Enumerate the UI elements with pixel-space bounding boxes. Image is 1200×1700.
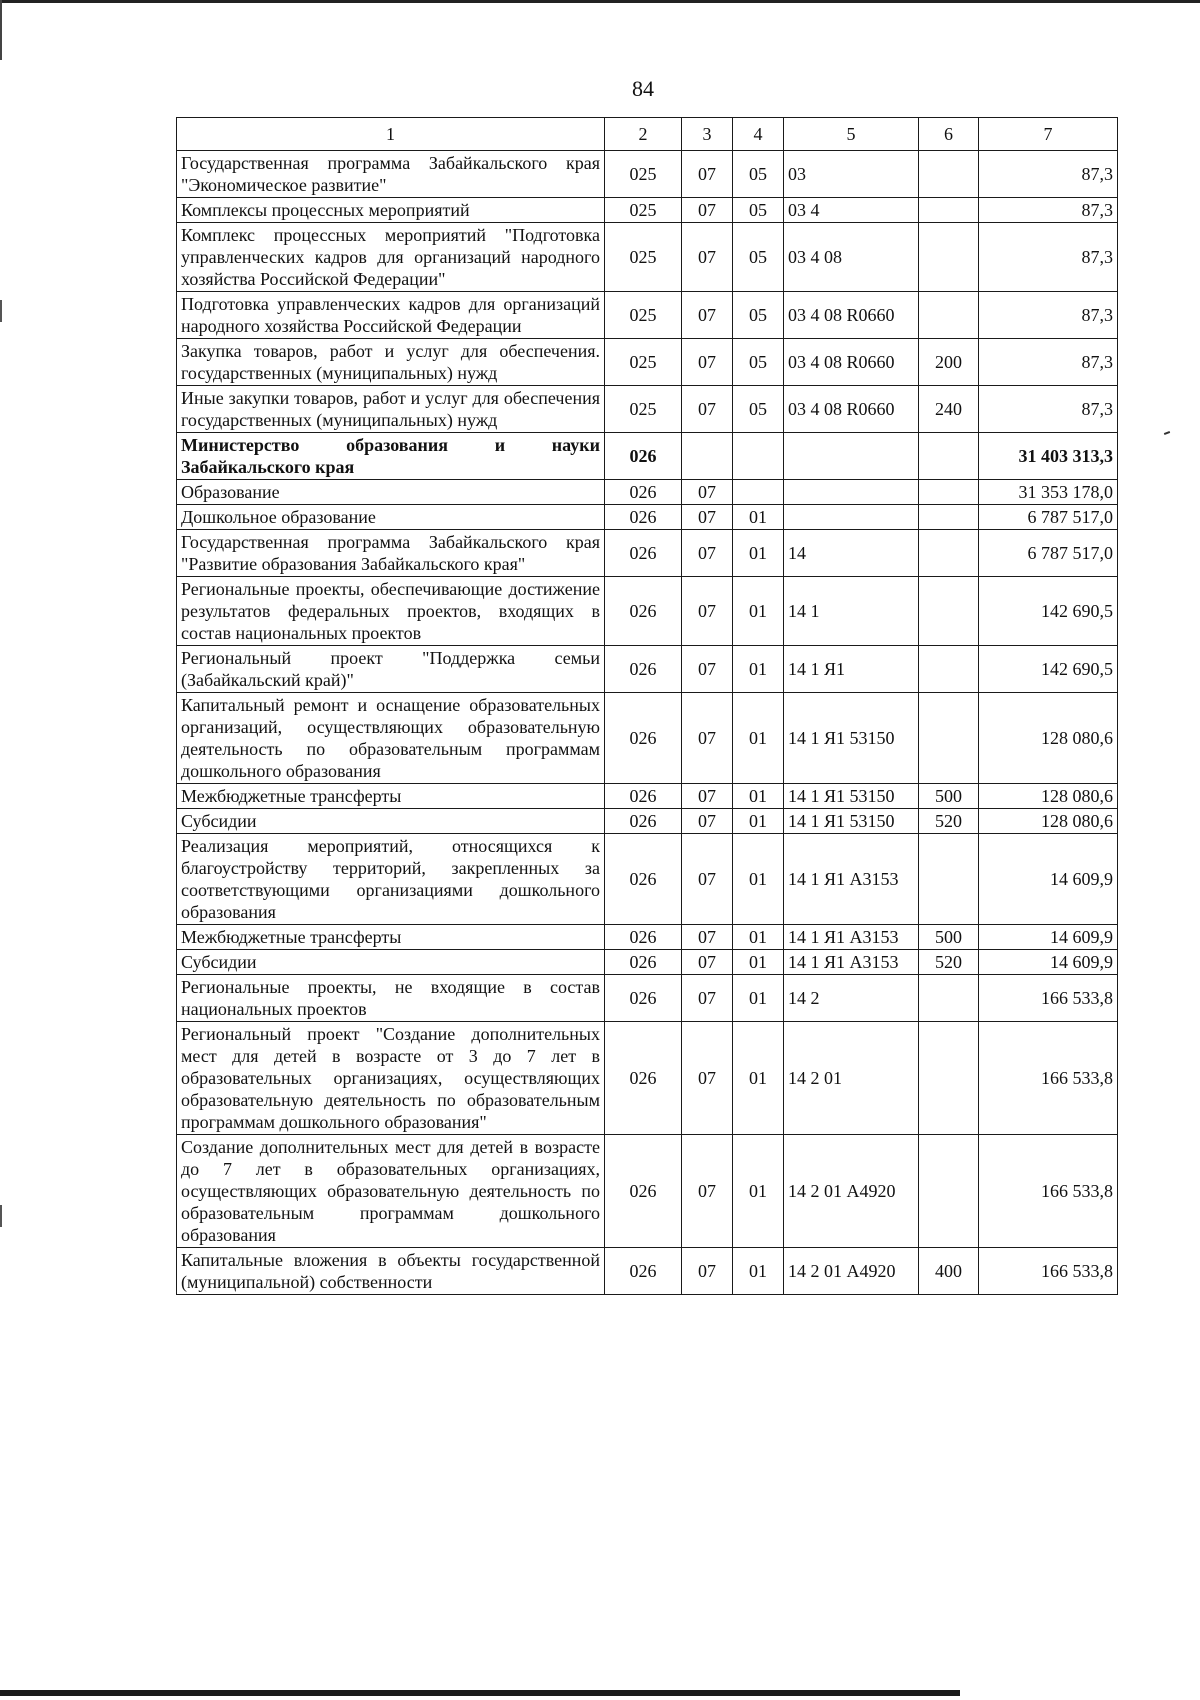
- table-row: [177, 577, 1118, 646]
- cell-ministry-code: 026: [605, 1248, 682, 1295]
- cell-expense-type: 240: [919, 386, 979, 433]
- cell-subsection: 05: [733, 151, 784, 198]
- cell-expense-type: 200: [919, 339, 979, 386]
- cell-ministry-code: 025: [605, 198, 682, 223]
- cell-target-article: 14 2 01 А4920: [784, 1135, 919, 1248]
- cell-target-article: 14 2: [784, 975, 919, 1022]
- cell-target-article: 14 1 Я1 А3153: [784, 925, 919, 950]
- budget-table: [176, 117, 1118, 1295]
- cell-amount: 166 533,8: [979, 1135, 1118, 1248]
- cell-amount: 31 403 313,3: [979, 433, 1118, 480]
- cell-amount: 142 690,5: [979, 577, 1118, 646]
- cell-ministry-code: 025: [605, 386, 682, 433]
- cell-section: 07: [682, 198, 733, 223]
- cell-expense-type: [919, 646, 979, 693]
- cell-ministry-code: 026: [605, 784, 682, 809]
- cell-name: Иные закупки товаров, работ и услуг для обеспечения государственных (муниципальных) нужд: [177, 386, 605, 433]
- cell-name: Региональный проект "Поддержка семьи (Забайкальский край)": [177, 646, 605, 693]
- table-row: [177, 339, 1118, 386]
- cell-amount: 6 787 517,0: [979, 505, 1118, 530]
- cell-expense-type: [919, 577, 979, 646]
- table-row: [177, 1135, 1118, 1248]
- cell-amount: 31 353 178,0: [979, 480, 1118, 505]
- cell-ministry-code: 026: [605, 480, 682, 505]
- cell-amount: 166 533,8: [979, 975, 1118, 1022]
- cell-section: 07: [682, 1022, 733, 1135]
- column-header-ministry: 2: [605, 118, 682, 151]
- cell-amount: 87,3: [979, 339, 1118, 386]
- cell-expense-type: [919, 223, 979, 292]
- cell-ministry-code: 026: [605, 834, 682, 925]
- cell-section: 07: [682, 505, 733, 530]
- cell-section: 07: [682, 530, 733, 577]
- cell-target-article: 03 4: [784, 198, 919, 223]
- cell-subsection: 01: [733, 505, 784, 530]
- cell-amount: 128 080,6: [979, 693, 1118, 784]
- cell-name: Региональные проекты, не входящие в состав национальных проектов: [177, 975, 605, 1022]
- cell-name: Комплекс процессных мероприятий "Подготовка управленческих кадров для организаций народного хозяйства Российской Федерации": [177, 223, 605, 292]
- cell-subsection: 01: [733, 925, 784, 950]
- cell-target-article: 14 1 Я1 А3153: [784, 834, 919, 925]
- cell-subsection: 01: [733, 1248, 784, 1295]
- scan-left-mark: [0, 300, 2, 322]
- cell-subsection: 05: [733, 198, 784, 223]
- cell-section: 07: [682, 480, 733, 505]
- scan-top-edge: [0, 0, 1200, 3]
- column-header-name: 1: [177, 118, 605, 151]
- cell-name: Комплексы процессных мероприятий: [177, 198, 605, 223]
- cell-amount: 142 690,5: [979, 646, 1118, 693]
- cell-target-article: 14 1 Я1 53150: [784, 693, 919, 784]
- cell-name: Дошкольное образование: [177, 505, 605, 530]
- table-row: [177, 925, 1118, 950]
- table-row: [177, 809, 1118, 834]
- cell-section: 07: [682, 1248, 733, 1295]
- cell-name: Капитальный ремонт и оснащение образовательных организаций, осуществляющих образовательную деятельность по образовательным программам дошкольного образования: [177, 693, 605, 784]
- table-row: [177, 646, 1118, 693]
- cell-amount: 14 609,9: [979, 834, 1118, 925]
- cell-subsection: [733, 480, 784, 505]
- cell-subsection: 01: [733, 950, 784, 975]
- column-number-row: [177, 118, 1118, 151]
- cell-ministry-code: 026: [605, 1022, 682, 1135]
- cell-section: 07: [682, 809, 733, 834]
- cell-name: Межбюджетные трансферты: [177, 784, 605, 809]
- cell-name: Закупка товаров, работ и услуг для обеспечения. государственных (муниципальных) нужд: [177, 339, 605, 386]
- cell-target-article: 14: [784, 530, 919, 577]
- scan-bottom-edge: [0, 1690, 960, 1696]
- cell-ministry-code: 025: [605, 292, 682, 339]
- cell-expense-type: 500: [919, 925, 979, 950]
- cell-ministry-code: 026: [605, 950, 682, 975]
- cell-target-article: [784, 505, 919, 530]
- cell-amount: 14 609,9: [979, 925, 1118, 950]
- table-row: [177, 834, 1118, 925]
- table-row: [177, 530, 1118, 577]
- cell-subsection: 01: [733, 1022, 784, 1135]
- cell-subsection: 01: [733, 530, 784, 577]
- cell-section: 07: [682, 223, 733, 292]
- cell-target-article: 14 2 01: [784, 1022, 919, 1135]
- cell-expense-type: 520: [919, 950, 979, 975]
- cell-name: Региональные проекты, обеспечивающие достижение результатов федеральных проектов, входящих в состав национальных проектов: [177, 577, 605, 646]
- cell-subsection: 01: [733, 975, 784, 1022]
- cell-subsection: 01: [733, 577, 784, 646]
- cell-expense-type: [919, 834, 979, 925]
- column-header-subsection: 4: [733, 118, 784, 151]
- cell-subsection: 05: [733, 223, 784, 292]
- cell-ministry-code: 026: [605, 693, 682, 784]
- table-row: [177, 1022, 1118, 1135]
- cell-expense-type: [919, 530, 979, 577]
- cell-ministry-code: 026: [605, 646, 682, 693]
- cell-expense-type: [919, 292, 979, 339]
- cell-section: 07: [682, 1135, 733, 1248]
- cell-name: Создание дополнительных мест для детей в возрасте до 7 лет в образовательных организациях, осуществляющих образовательную деятельность по образовательным программам дошкольного образования: [177, 1135, 605, 1248]
- cell-name: Образование: [177, 480, 605, 505]
- cell-ministry-code: 026: [605, 809, 682, 834]
- cell-amount: 87,3: [979, 292, 1118, 339]
- cell-ministry-code: 025: [605, 223, 682, 292]
- cell-amount: 6 787 517,0: [979, 530, 1118, 577]
- cell-expense-type: [919, 151, 979, 198]
- cell-subsection: 05: [733, 292, 784, 339]
- cell-target-article: 14 1 Я1 53150: [784, 784, 919, 809]
- cell-expense-type: [919, 975, 979, 1022]
- scan-speck: [1164, 431, 1170, 435]
- cell-amount: 128 080,6: [979, 784, 1118, 809]
- column-header-section: 3: [682, 118, 733, 151]
- table-row: [177, 784, 1118, 809]
- cell-amount: 87,3: [979, 386, 1118, 433]
- cell-target-article: 14 1 Я1 А3153: [784, 950, 919, 975]
- scan-left-edge: [0, 0, 2, 60]
- table-row: [177, 505, 1118, 530]
- cell-section: 07: [682, 784, 733, 809]
- cell-ministry-code: 025: [605, 151, 682, 198]
- cell-ministry-code: 026: [605, 925, 682, 950]
- cell-subsection: 01: [733, 646, 784, 693]
- cell-section: 07: [682, 925, 733, 950]
- cell-ministry-code: 026: [605, 530, 682, 577]
- cell-amount: 166 533,8: [979, 1248, 1118, 1295]
- cell-section: 07: [682, 693, 733, 784]
- page-number: 84: [632, 76, 654, 101]
- cell-section: 07: [682, 339, 733, 386]
- cell-expense-type: 500: [919, 784, 979, 809]
- cell-name: Государственная программа Забайкальского края "Развитие образования Забайкальского края": [177, 530, 605, 577]
- cell-section: [682, 433, 733, 480]
- cell-ministry-code: 025: [605, 339, 682, 386]
- column-header-amount: 7: [979, 118, 1118, 151]
- cell-target-article: 03 4 08 R0660: [784, 292, 919, 339]
- cell-subsection: 01: [733, 809, 784, 834]
- cell-expense-type: 520: [919, 809, 979, 834]
- cell-subsection: 01: [733, 784, 784, 809]
- cell-expense-type: [919, 505, 979, 530]
- cell-ministry-code: 026: [605, 1135, 682, 1248]
- cell-expense-type: [919, 1135, 979, 1248]
- cell-name: Капитальные вложения в объекты государственной (муниципальной) собственности: [177, 1248, 605, 1295]
- cell-section: 07: [682, 834, 733, 925]
- cell-section: 07: [682, 646, 733, 693]
- cell-section: 07: [682, 950, 733, 975]
- cell-name: Реализация мероприятий, относящихся к благоустройству территорий, закрепленных за соответствующими организациями дошкольного образования: [177, 834, 605, 925]
- cell-subsection: 05: [733, 339, 784, 386]
- cell-ministry-code: 026: [605, 975, 682, 1022]
- table-row: [177, 480, 1118, 505]
- cell-target-article: 14 2 01 А4920: [784, 1248, 919, 1295]
- cell-subsection: 05: [733, 386, 784, 433]
- cell-target-article: [784, 433, 919, 480]
- cell-amount: 87,3: [979, 198, 1118, 223]
- cell-name: Подготовка управленческих кадров для организаций народного хозяйства Российской Федерации: [177, 292, 605, 339]
- table-row: [177, 151, 1118, 198]
- table-row: [177, 386, 1118, 433]
- cell-target-article: 03: [784, 151, 919, 198]
- table-row: [177, 693, 1118, 784]
- cell-amount: 87,3: [979, 223, 1118, 292]
- cell-subsection: 01: [733, 1135, 784, 1248]
- cell-expense-type: 400: [919, 1248, 979, 1295]
- cell-name: Субсидии: [177, 809, 605, 834]
- cell-amount: 128 080,6: [979, 809, 1118, 834]
- table-row: [177, 198, 1118, 223]
- scan-left-mark: [0, 1205, 2, 1227]
- cell-target-article: 03 4 08: [784, 223, 919, 292]
- cell-target-article: 03 4 08 R0660: [784, 386, 919, 433]
- table-row: [177, 975, 1118, 1022]
- cell-section: 07: [682, 292, 733, 339]
- table-body: [177, 151, 1118, 1295]
- cell-amount: 87,3: [979, 151, 1118, 198]
- cell-name: Государственная программа Забайкальского края "Экономическое развитие": [177, 151, 605, 198]
- cell-subsection: [733, 433, 784, 480]
- cell-name: Межбюджетные трансферты: [177, 925, 605, 950]
- cell-section: 07: [682, 386, 733, 433]
- cell-section: 07: [682, 975, 733, 1022]
- cell-target-article: 03 4 08 R0660: [784, 339, 919, 386]
- column-header-target-article: 5: [784, 118, 919, 151]
- cell-subsection: 01: [733, 834, 784, 925]
- table-row: [177, 223, 1118, 292]
- cell-target-article: 14 1: [784, 577, 919, 646]
- cell-name: Министерство образования и науки Забайкальского края: [177, 433, 605, 480]
- cell-subsection: 01: [733, 693, 784, 784]
- cell-target-article: 14 1 Я1: [784, 646, 919, 693]
- cell-expense-type: [919, 693, 979, 784]
- cell-name: Субсидии: [177, 950, 605, 975]
- cell-ministry-code: 026: [605, 505, 682, 530]
- cell-section: 07: [682, 577, 733, 646]
- table-row: [177, 950, 1118, 975]
- table-row: [177, 1248, 1118, 1295]
- table-row: [177, 433, 1118, 480]
- column-header-expense-type: 6: [919, 118, 979, 151]
- cell-target-article: 14 1 Я1 53150: [784, 809, 919, 834]
- cell-target-article: [784, 480, 919, 505]
- cell-ministry-code: 026: [605, 577, 682, 646]
- cell-expense-type: [919, 480, 979, 505]
- cell-amount: 14 609,9: [979, 950, 1118, 975]
- cell-expense-type: [919, 1022, 979, 1135]
- cell-ministry-code: 026: [605, 433, 682, 480]
- cell-expense-type: [919, 433, 979, 480]
- cell-name: Региональный проект "Создание дополнительных мест для детей в возрасте от 3 до 7 лет в образовательных организациях, осуществляющих образовательную деятельность по образовательным программам дошкольного образования": [177, 1022, 605, 1135]
- table-row: [177, 292, 1118, 339]
- cell-expense-type: [919, 198, 979, 223]
- cell-section: 07: [682, 151, 733, 198]
- cell-amount: 166 533,8: [979, 1022, 1118, 1135]
